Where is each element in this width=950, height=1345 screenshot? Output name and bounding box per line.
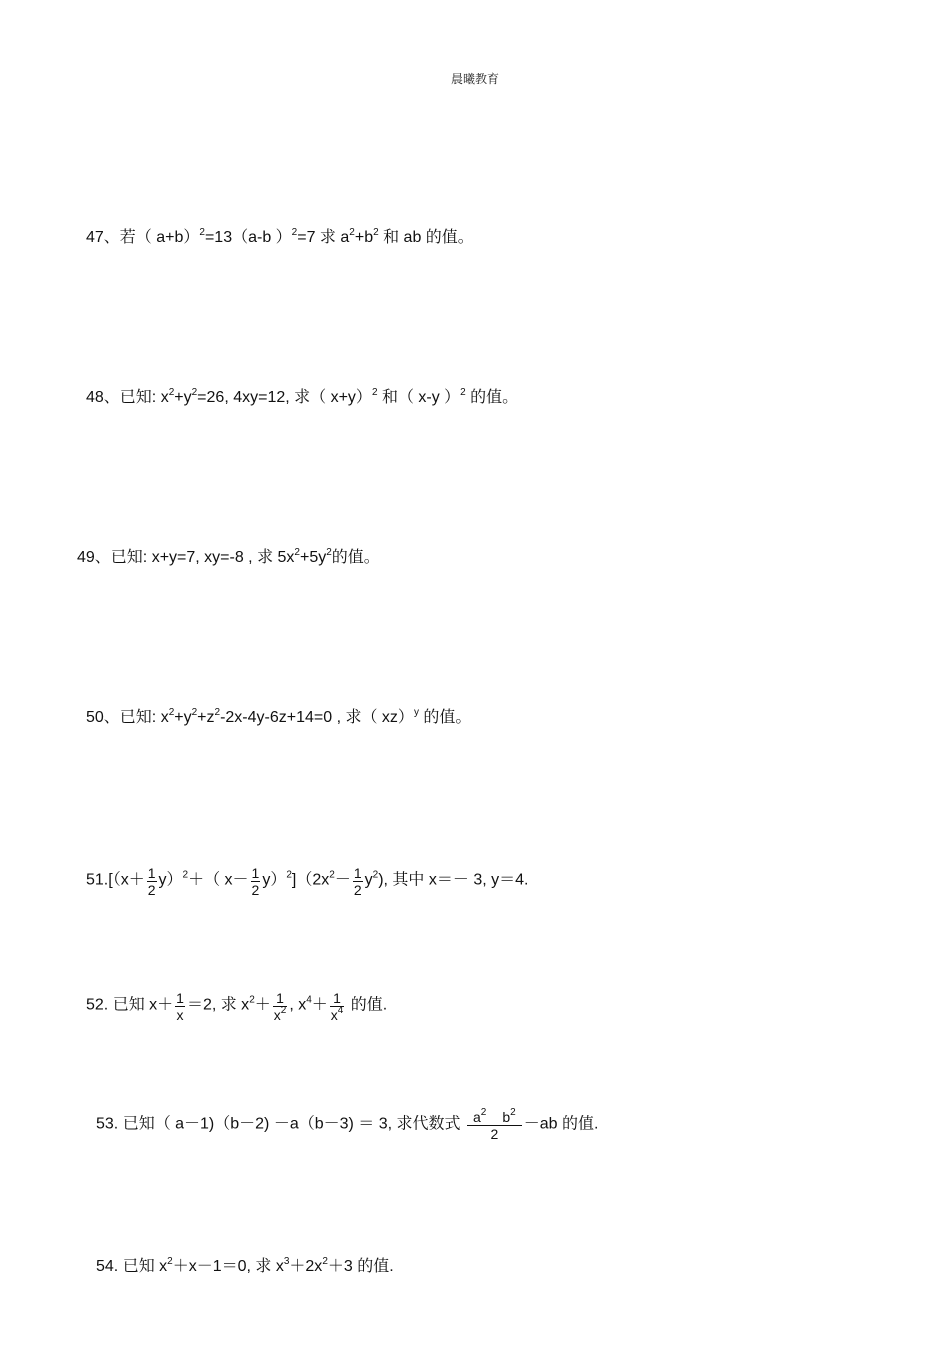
numerator-term: a [472,1109,481,1125]
text: －ab 的值. [523,1115,599,1133]
fraction [147,865,157,898]
denominator: 2 [147,882,156,898]
exponent: 2 [191,707,198,718]
text: ＋ [311,996,328,1014]
exponent: 2 [480,1107,487,1118]
problem-54 [96,1257,394,1277]
text: ＋x－1＝0, 求 x [172,1258,284,1275]
problem-51 [86,864,528,897]
text: +y [174,709,192,726]
exponent: 2 [291,227,298,238]
text: 和 ab 的值。 [378,229,474,246]
exponent: 2 [294,547,300,558]
text: 51.[（x＋ [86,871,145,889]
numerator: 1 [353,865,362,881]
text: ＋ [254,996,271,1014]
exponent: 2 [329,869,335,881]
exponent: 2 [182,869,189,881]
exponent: 2 [510,1107,516,1118]
problem-52 [86,989,387,1022]
numerator [467,1109,522,1125]
exponent: 2 [280,1005,287,1016]
exponent: 2 [286,869,292,881]
denominator-base: x [330,1007,338,1023]
text: 的值。 [465,389,519,406]
exponent: 2 [191,387,198,398]
fraction [251,865,261,898]
text: y） [158,871,183,889]
exponent: 2 [168,707,175,718]
text: 的值. [346,996,388,1014]
exponent: 2 [167,1256,173,1267]
exponent: 4 [337,1005,344,1016]
numerator: 1 [147,865,156,881]
numerator-term: b [502,1109,511,1125]
denominator: 2 [353,882,362,898]
denominator: x [176,1007,184,1023]
exponent: 2 [249,994,255,1006]
problem-50 [86,708,471,728]
text: 的值。 [331,549,380,566]
text: ), 其中 x＝－ 3, y＝4. [378,871,529,889]
text: 50、已知: x [86,709,169,726]
exponent: 2 [372,869,379,881]
denominator: 2 [251,882,260,898]
text: 52. 已知 x＋ [86,996,174,1014]
text: 54. 已知 x [96,1258,168,1275]
text: ＋2x [289,1258,323,1275]
text: +5y [299,549,327,566]
text: -2x-4y-6z+14=0 , 求（ xz） [220,709,414,726]
text: 49、已知: x+y=7, xy=-8 , 求 5x [77,549,295,566]
exponent: 2 [322,1256,328,1267]
text: =26, 4xy=12, 求（ x+y） [197,389,372,406]
problem-47 [86,228,474,248]
fraction [467,1109,522,1142]
text: 53. 已知（ a－1)（b－2) －a（b－3) ＝ 3, 求代数式 [96,1115,465,1133]
text: ＋3 的值. [327,1258,394,1275]
page-header: 晨曦教育 [450,72,499,86]
numerator: 1 [333,990,341,1006]
text: 48、已知: x [86,389,169,406]
exponent: y [413,707,419,718]
numerator: 1 [276,990,284,1006]
text: ]（2x [291,871,330,889]
denominator: 2 [467,1125,522,1142]
problem-48 [86,388,518,408]
exponent: 2 [214,707,221,718]
text: =13（a-b ） [204,229,292,246]
text: 47、若（ a+b） [86,229,200,246]
text: － [334,871,351,889]
exponent: 2 [168,387,175,398]
fraction [273,990,288,1023]
numerator: 1 [176,990,184,1006]
text: +y [174,389,192,406]
text: 和（ x-y ） [377,389,461,406]
fraction [353,865,363,898]
problem-49 [77,548,380,568]
exponent: 4 [306,994,312,1006]
problem-53 [96,1108,598,1141]
text: +b [354,229,374,246]
text: y） [262,871,287,889]
text: y [364,871,373,889]
exponent: 2 [460,387,466,398]
denominator [273,1006,288,1023]
exponent: 2 [349,227,355,238]
denominator-base: x [273,1007,281,1023]
exponent: 3 [283,1256,290,1267]
text: , x [289,996,307,1014]
numerator: 1 [251,865,260,881]
text: ＝2, 求 x [186,996,250,1014]
exponent: 2 [326,547,332,558]
text: ＋（ x－ [188,871,249,889]
exponent: 2 [199,227,205,238]
text: +z [197,709,215,726]
exponent: 2 [373,227,379,238]
fraction [330,990,345,1023]
text: =7 求 a [297,229,350,246]
fraction [175,990,185,1023]
text: 的值。 [418,709,472,726]
denominator [330,1006,345,1023]
exponent: 2 [371,387,378,398]
